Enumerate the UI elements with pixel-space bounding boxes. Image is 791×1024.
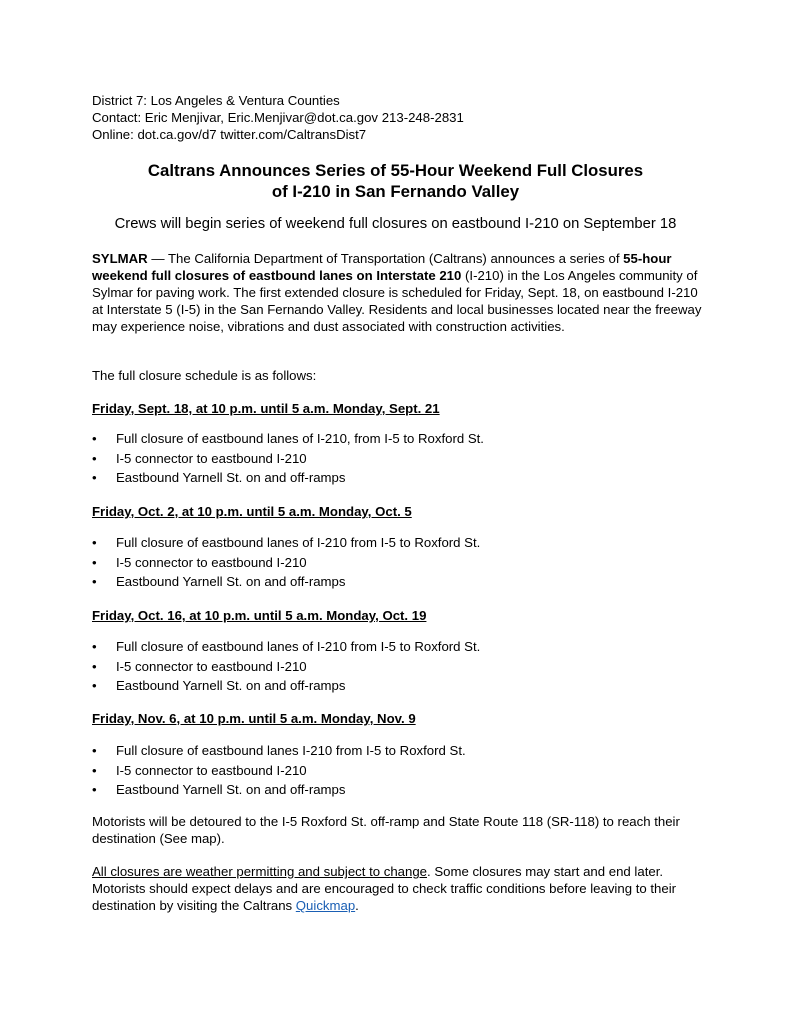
list-item: • Eastbound Yarnell St. on and off-ramps	[92, 780, 466, 800]
list-item: • Eastbound Yarnell St. on and off-ramps	[92, 572, 480, 592]
closing-paragraph	[92, 863, 704, 914]
closure-heading-1: Friday, Sept. 18, at 10 p.m. until 5 a.m. Monday, Sept. 21	[92, 401, 440, 416]
closure-heading-2: Friday, Oct. 2, at 10 p.m. until 5 a.m. Monday, Oct. 5	[92, 504, 412, 519]
closure-list-2	[92, 533, 480, 592]
closure-list-4	[92, 741, 466, 800]
schedule-intro: The full closure schedule is as follows:	[92, 368, 317, 383]
contact-online: Online: dot.ca.gov/d7 twitter.com/CaltransDist7	[92, 127, 367, 142]
list-item: • Full closure of eastbound lanes of I-210 from I-5 to Roxford St.	[92, 637, 480, 657]
list-item: • Eastbound Yarnell St. on and off-ramps	[92, 468, 484, 488]
contact-person: Contact: Eric Menjivar, Eric.Menjivar@dot.ca.gov 213-248-2831	[92, 110, 464, 125]
list-item: • I-5 connector to eastbound I-210	[92, 553, 480, 573]
list-item: • I-5 connector to eastbound I-210	[92, 657, 480, 677]
page-subtitle: Crews will begin series of weekend full closures on eastbound I-210 on September 18	[114, 216, 677, 232]
intro-text-b: (I-210) in the Los Angeles community of Sylmar for paving work. The first extended closure is scheduled for Friday, Sept. 18, on eastbound I-210 at Interstate 5 (I-5) in the San Fernando Valley. Residents and local businesses located near the freeway may experience noise, vibrations and dust associated with construction activities.	[92, 268, 702, 334]
page-title	[0, 160, 791, 202]
closing-end: .	[355, 898, 359, 913]
weather-note: All closures are weather permitting and subject to change	[92, 864, 427, 879]
contact-block	[92, 92, 464, 143]
list-item: • Eastbound Yarnell St. on and off-ramps	[92, 676, 480, 696]
intro-paragraph	[92, 250, 704, 335]
quickmap-link[interactable]: Quickmap	[295, 898, 356, 913]
detour-paragraph: Motorists will be detoured to the I-5 Roxford St. off-ramp and State Route 118 (SR-118) to reach their destination (See map).	[92, 814, 680, 846]
list-item: • I-5 connector to eastbound I-210	[92, 761, 466, 781]
contact-district: District 7: Los Angeles & Ventura Counties	[92, 93, 340, 108]
closing-text: . Some closures may start and end later. Motorists should expect delays and are encouraged to check traffic conditions before leaving to their destination by visiting the Caltrans	[92, 864, 677, 913]
intro-bold: 55-hour weekend full closures of eastbound lanes on Interstate 210	[92, 251, 672, 283]
list-item: • Full closure of eastbound lanes of I-210, from I-5 to Roxford St.	[92, 429, 484, 449]
closure-heading-3: Friday, Oct. 16, at 10 p.m. until 5 a.m. Monday, Oct. 19	[92, 608, 427, 623]
closure-list-1	[92, 429, 484, 488]
list-item: • I-5 connector to eastbound I-210	[92, 449, 484, 469]
title-line-1: Caltrans Announces Series of 55-Hour Weekend Full Closures	[147, 161, 644, 180]
intro-text-a: — The California Department of Transportation (Caltrans) announces a series of	[147, 251, 624, 266]
dateline: SYLMAR	[92, 251, 148, 266]
title-line-2: of I-210 in San Fernando Valley	[271, 182, 520, 201]
closure-heading-4: Friday, Nov. 6, at 10 p.m. until 5 a.m. Monday, Nov. 9	[92, 711, 416, 726]
closure-list-3	[92, 637, 480, 696]
list-item: • Full closure of eastbound lanes of I-210 from I-5 to Roxford St.	[92, 533, 480, 553]
list-item: • Full closure of eastbound lanes I-210 from I-5 to Roxford St.	[92, 741, 466, 761]
